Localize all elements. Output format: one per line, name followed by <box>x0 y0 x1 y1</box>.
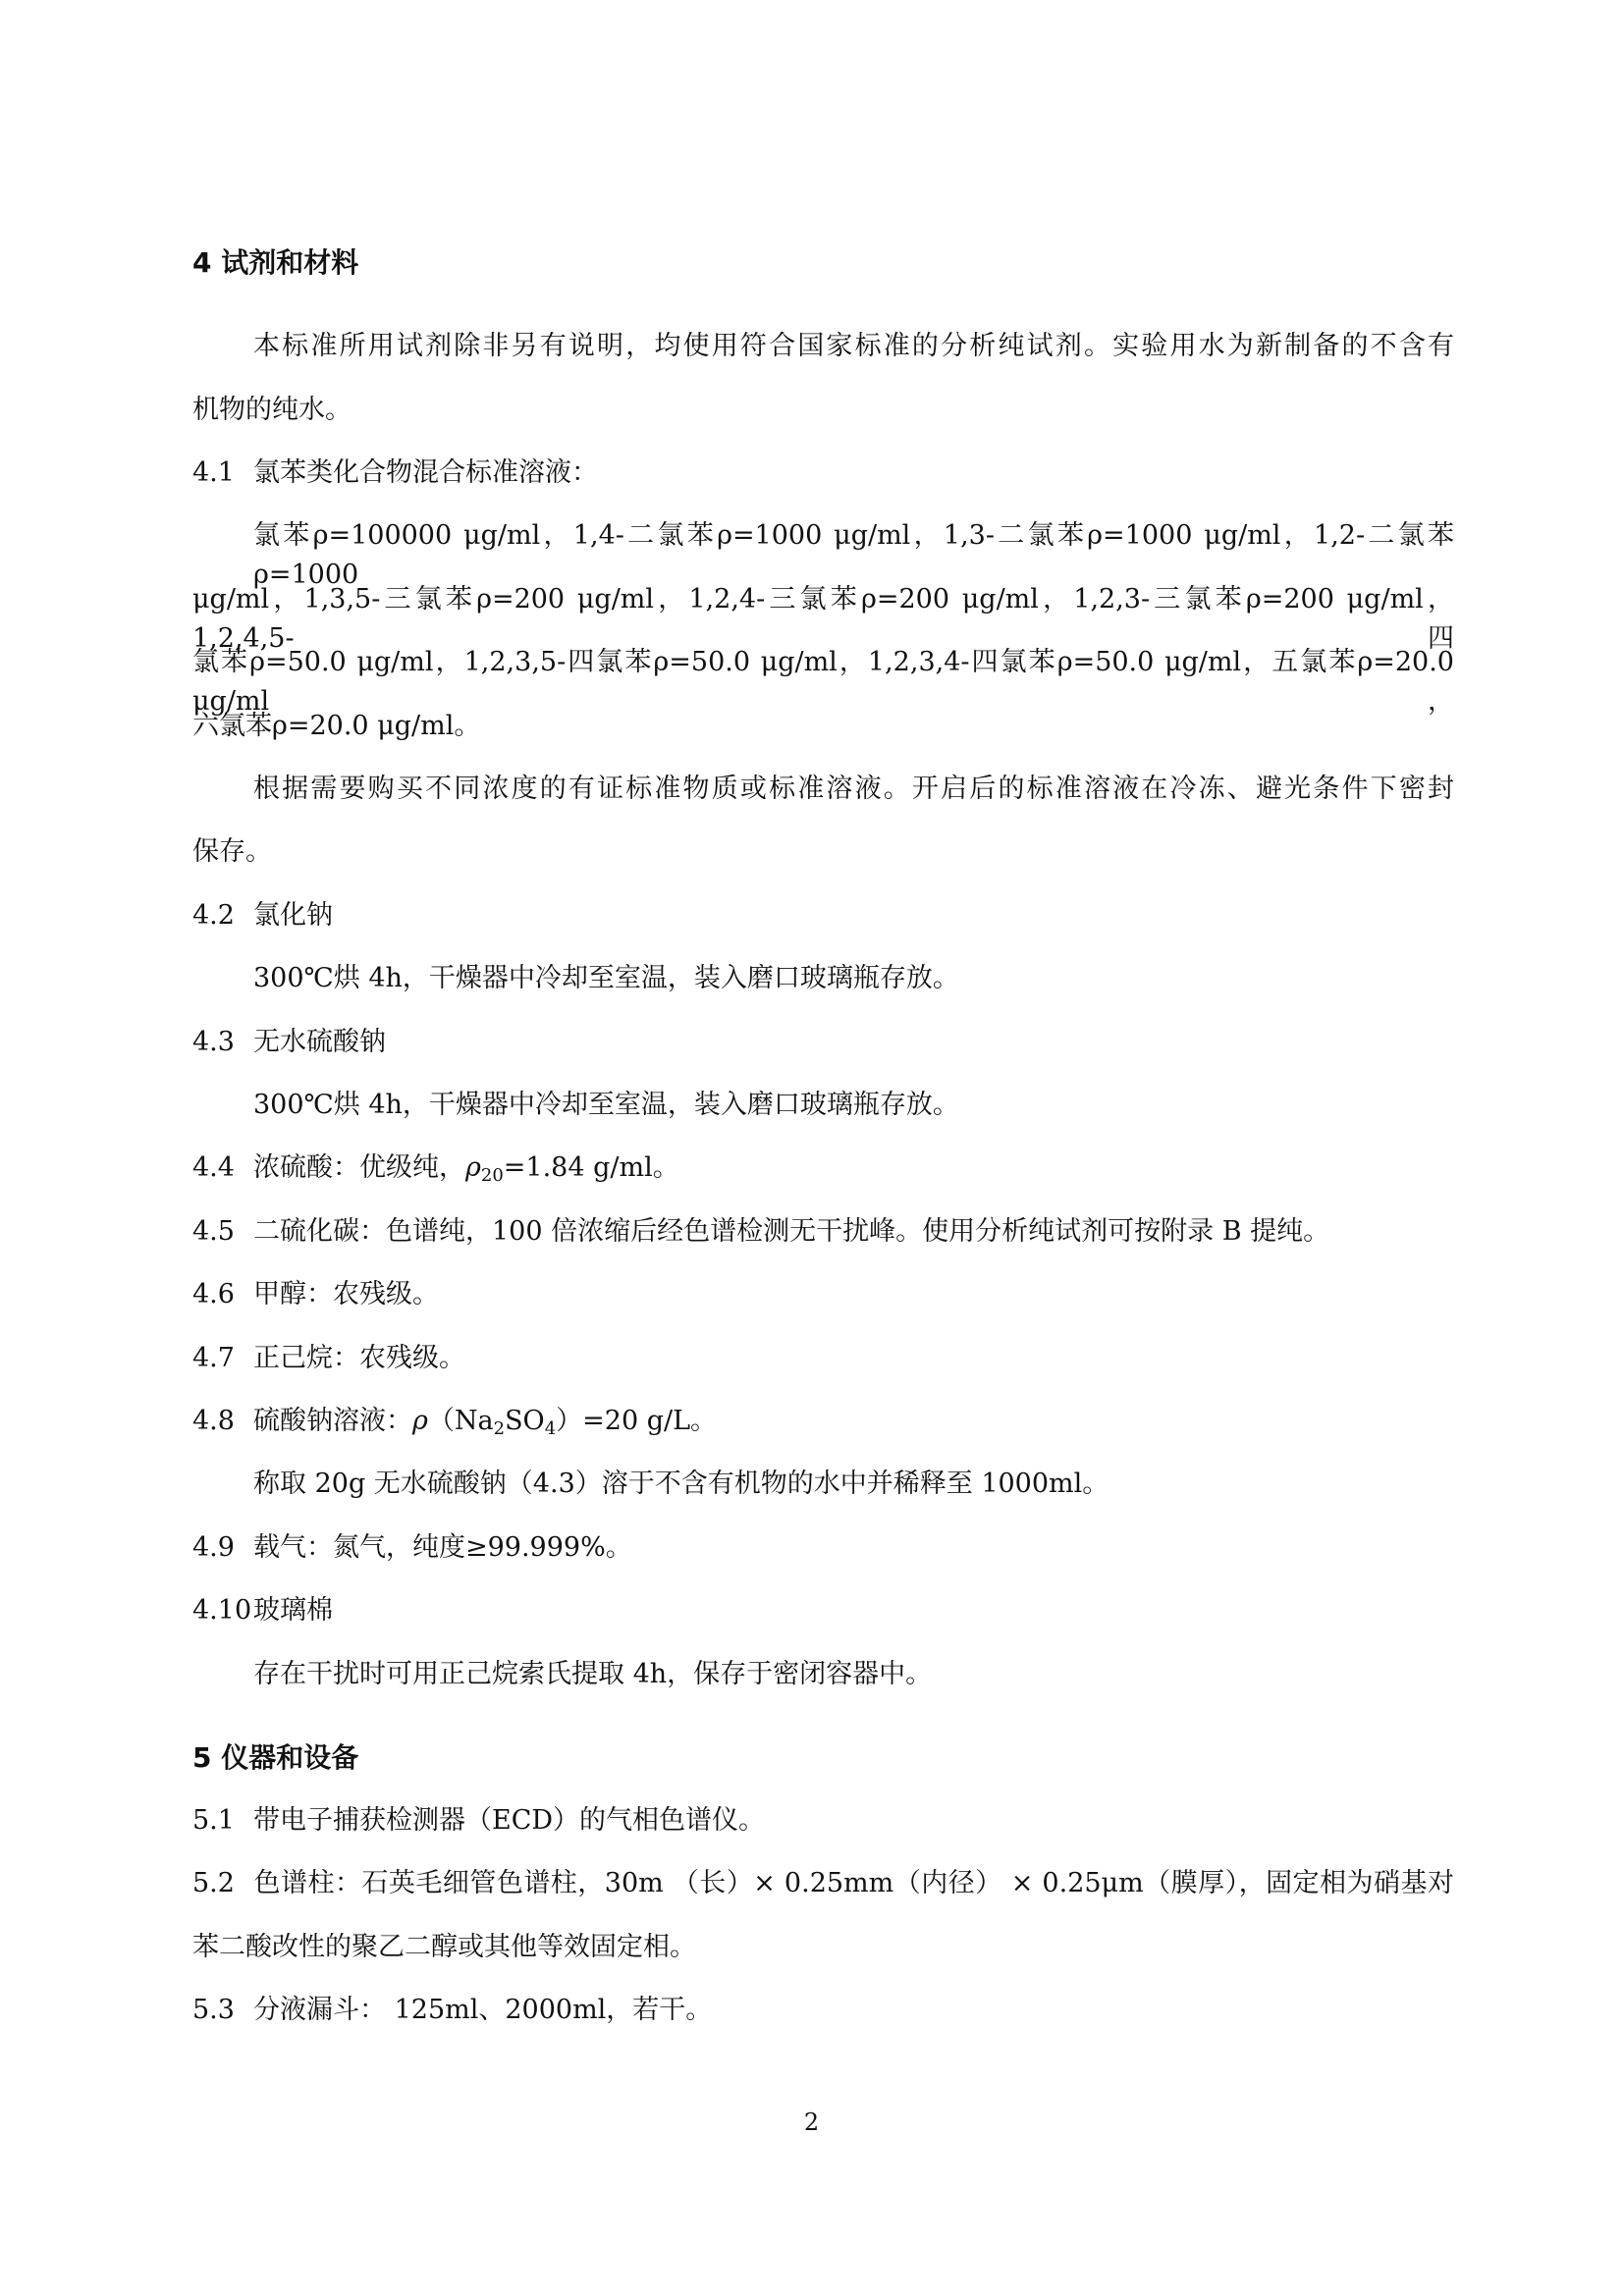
standard-solution-line-4: 六氯苯ρ=20.0 μg/ml。 <box>192 711 481 741</box>
storage-note-line-1: 根据需要购买不同浓度的有证标准物质或标准溶液。开启后的标准溶液在冷冻、避光条件下密封 <box>253 774 1454 804</box>
rho-symbol: ρ <box>465 1152 481 1183</box>
item-4-10 <box>192 1591 1454 1630</box>
item-4-4: 4.4 浓硫酸：优级纯，$\rho_{20}=1.84$ g/ml。 <box>192 1148 1454 1188</box>
item-4-3-body: 300℃烘 4h，干燥器中冷却至室温，装入磨口玻璃瓶存放。 <box>253 1090 959 1120</box>
item-title: 无水硫酸钠 <box>253 1027 386 1057</box>
item-number: 4.3 <box>192 1027 235 1057</box>
item-5-1: 5.1 带电子捕获检测器（ECD）的气相色谱仪。 <box>192 1801 1454 1841</box>
item-4-5: 4.5 二硫化碳：色谱纯，100 倍浓缩后经色谱检测无干扰峰。使用分析纯试剂可按附录 B 提纯。 <box>192 1212 1454 1252</box>
standard-solution-line-1: 氯苯ρ=100000 μg/ml，1,4-二氯苯ρ=1000 μg/ml，1,3-二氯苯ρ=1000 μg/ml，1,2-二氯苯ρ=1000 <box>253 520 1454 590</box>
item-number: 5.2 <box>192 1868 235 1898</box>
item-number: 4.4 <box>192 1152 235 1183</box>
item-4-10-body: 存在干扰时可用正己烷索氏提取 4h，保存于密闭容器中。 <box>253 1659 933 1689</box>
standard-solution-line-2: μg/ml，1,3,5-三氯苯ρ=200 μg/ml，1,2,4-三氯苯ρ=200 μg/ml，1,2,3-三氯苯ρ=200 μg/ml，1,2,4,5-四 <box>192 584 1454 654</box>
item-4-6: 4.6 甲醇：农残级。 <box>192 1275 1454 1314</box>
item-4-7: 4.7 正己烷：农残级。 <box>192 1339 1454 1378</box>
item-number: 4.1 <box>192 457 235 488</box>
item-number: 4.2 <box>192 900 235 931</box>
item-title: 氯苯类化合物混合标准溶液： <box>253 457 598 488</box>
storage-note-line-2: 保存。 <box>192 836 272 867</box>
item-number: 4.9 <box>192 1532 235 1563</box>
section-heading-4: 4 试剂和材料 <box>192 246 359 279</box>
item-4-8: 4.8 硫酸钠溶液：$\rho(Na_2SO_4)=20$ g/L。 <box>192 1402 1454 1441</box>
section-heading-5: 5 仪器和设备 <box>192 1741 359 1774</box>
item-number: 4.5 <box>192 1216 235 1247</box>
item-5-2-line-2: 苯二酸改性的聚乙二醇或其他等效固定相。 <box>192 1932 696 1962</box>
item-5-3: 5.3 分液漏斗： 125ml、2000ml，若干。 <box>192 1991 1454 2030</box>
item-4-2-body: 300℃烘 4h，干燥器中冷却至室温，装入磨口玻璃瓶存放。 <box>253 963 959 993</box>
page-number: 2 <box>803 2109 820 2136</box>
item-title: 氯化钠 <box>253 900 333 931</box>
item-number: 4.7 <box>192 1343 235 1373</box>
item-number: 5.3 <box>192 1995 235 2025</box>
item-number: 4.10 <box>192 1595 252 1626</box>
standard-solution-line-3: 氯苯ρ=50.0 μg/ml，1,2,3,5-四氯苯ρ=50.0 μg/ml，1,2,3,4-四氯苯ρ=50.0 μg/ml，五氯苯ρ=20.0 μg/ml， <box>192 647 1454 717</box>
rho-symbol: ρ <box>412 1406 428 1436</box>
item-4-2 <box>192 896 1454 935</box>
item-4-9: 4.9 载气：氮气，纯度≥99.999%。 <box>192 1528 1454 1568</box>
item-number: 4.6 <box>192 1279 235 1309</box>
item-4-3 <box>192 1023 1454 1062</box>
item-number: 4.8 <box>192 1406 235 1436</box>
intro-paragraph-line-2: 机物的纯水。 <box>192 395 352 425</box>
item-4-1 <box>192 454 1454 493</box>
intro-paragraph-line-1: 本标准所用试剂除非另有说明，均使用符合国家标准的分析纯试剂。实验用水为新制备的不含有 <box>253 331 1454 361</box>
item-title: 玻璃棉 <box>253 1595 333 1626</box>
item-5-2: 5.2 色谱柱：石英毛细管色谱柱，30m （长）× 0.25mm（内径） × 0.25μm（膜厚），固定相为硝基对 <box>192 1864 1454 1903</box>
item-4-8-body: 称取 20g 无水硫酸钠（4.3）溶于不含有机物的水中并稀释至 1000ml。 <box>253 1468 1109 1499</box>
item-number: 5.1 <box>192 1805 235 1836</box>
